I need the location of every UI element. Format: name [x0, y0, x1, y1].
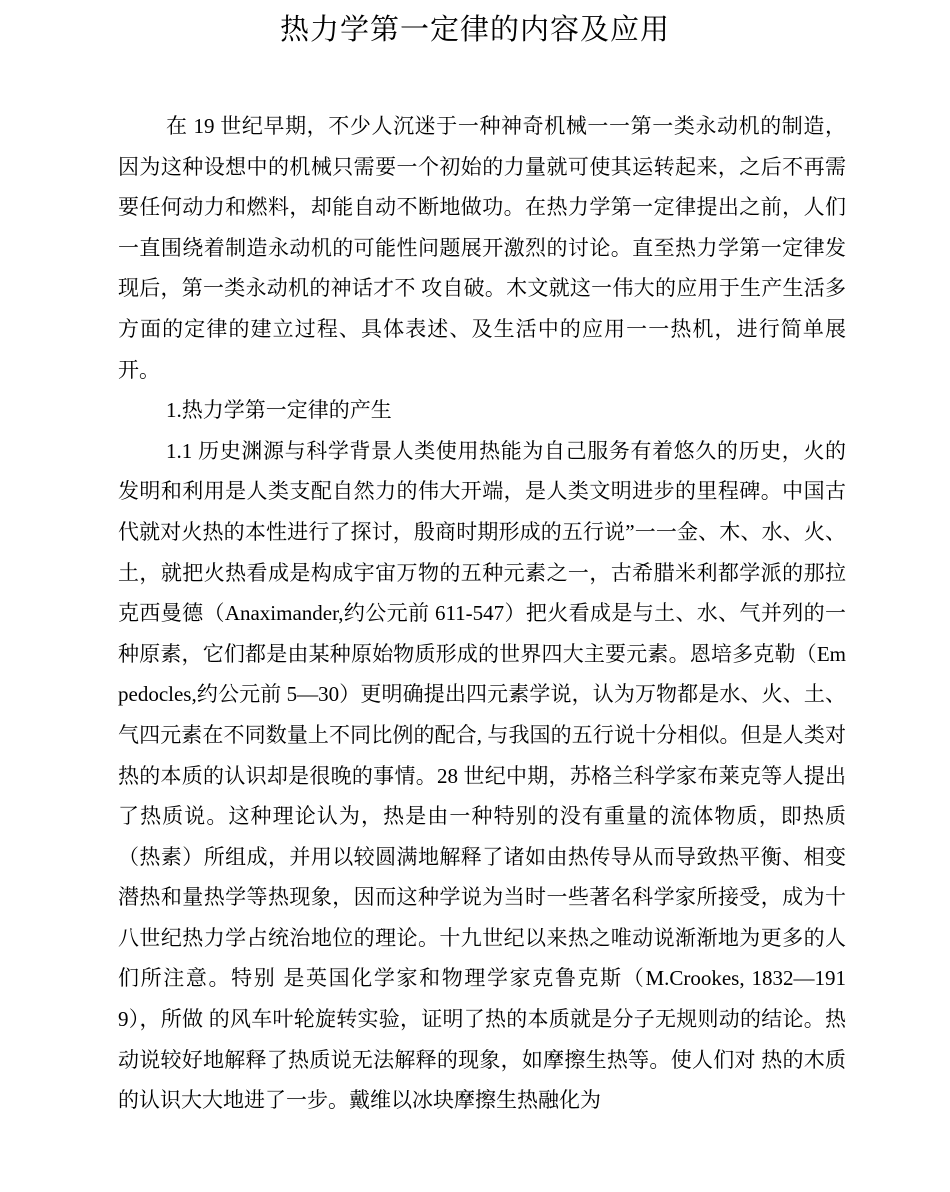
document-title: 热力学第一定律的内容及应用 [279, 14, 670, 46]
intro-paragraph: 在 19 世纪早期，不少人沉迷于一种神奇机械一一第一类永动机的制造，因为这种设想中的机械只需要一个初始的力量就可使其运转起来，之后不再需要任何动力和燃料，却能自动不断地做功。在热力学第一定律提出之前，人们一直围绕着制造永动机的可能性问题展开激烈的讨论。直至热力学第一定律发现后，第一类永动机的神话才不 攻自破。木文就这一伟大的应用于生产生活多方面的定律的建立过程、具体表述、及生活中的应用一一热机，进行简单展开。 [118, 114, 846, 382]
document-body [118, 106, 846, 1121]
section-heading: 1.热力学第一定律的产生 [166, 398, 392, 423]
history-paragraph: 1.1 历史渊源与科学背景人类使用热能为自己服务有着悠久的历史，火的发明和利用是人类支配自然力的伟大开端，是人类文明进步的里程碑。中国古代就对火热的本性进行了探讨，殷商时期形成的五行说”一一金、木、水、火、土，就把火热看成是构成宇宙万物的五种元素之一，古希腊米利都学派的那拉克西曼德（Anaximander,约公元前 611-547）把火看成是与土、水、气并列的一种原素，它们都是由某种原始物质形成的世界四大主要元素。恩培多克勒（Empedocles,约公元前 5—30）更明确提出四元素学说，认为万物都是水、火、土、气四元素在不同数量上不同比例的配合, 与我国的五行说十分相似。但是人类对热的本质的认识却是很晚的事情。28 世纪中期，苏格兰科学家布莱克等人提出了热质说。这种理论认为，热是由一种特别的没有重量的流体物质，即热质（热素）所组成，并用以较圆满地解释了诸如由热传导从而导致热平衡、相变潜热和量热学等热现象，因而这种学说为当时一些著名科学家所接受，成为十八世纪热力学占统治地位的理论。十九世纪以来热之唯动说渐渐地为更多的人们所注意。特别 是英国化学家和物理学家克鲁克斯（M.Crookes, 1832—1919），所做 的风车叶轮旋转实验，证明了热的本质就是分子无规则动的结论。热 动说较好地解释了热质说无法解释的现象，如摩擦生热等。使人们对 热的木质的认识大大地进了一步。戴维以冰块摩擦生热融化为 [118, 438, 846, 1113]
